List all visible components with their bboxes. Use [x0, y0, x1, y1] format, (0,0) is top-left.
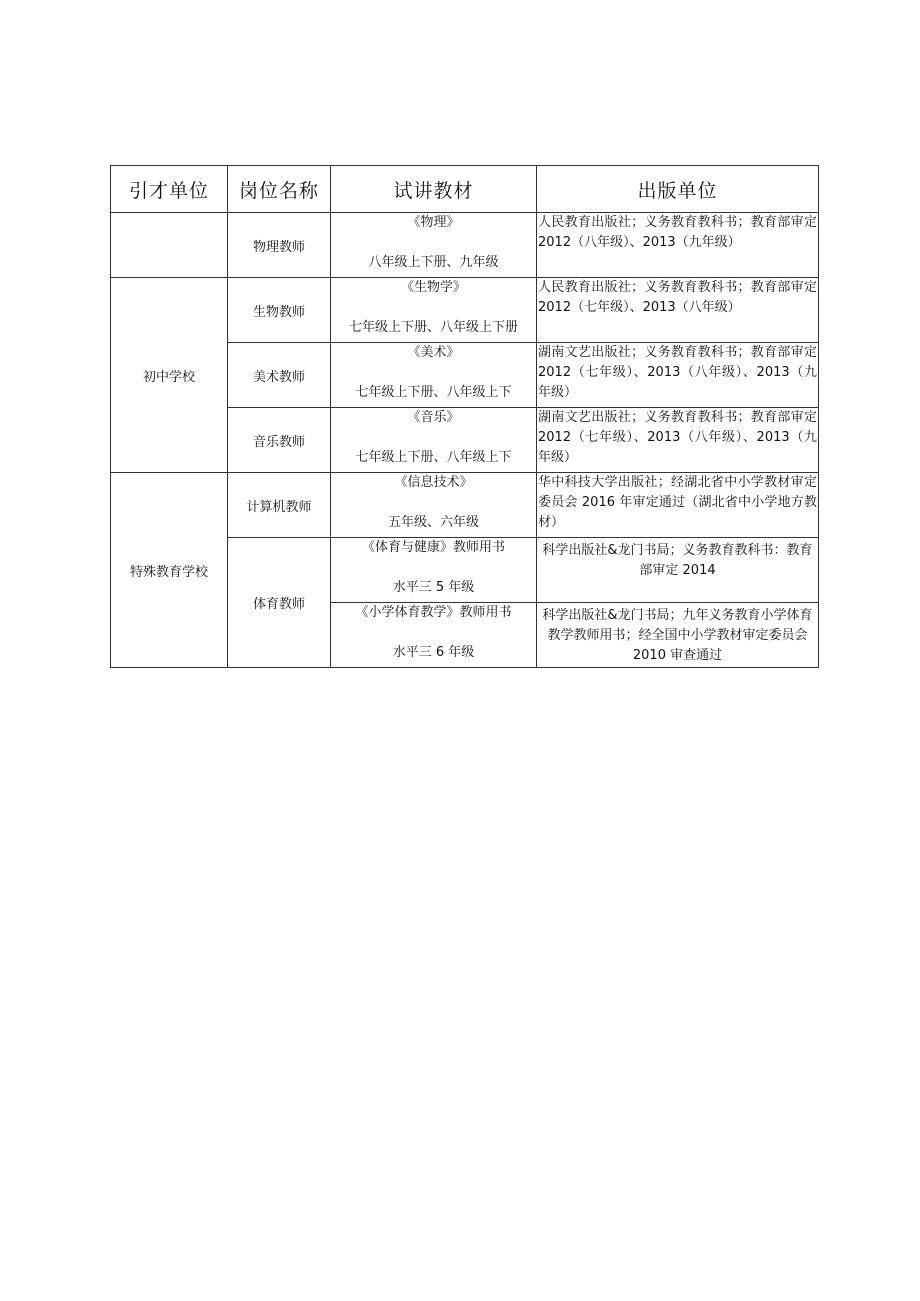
post-cell: 生物教师 [228, 278, 331, 343]
post-cell: 美术教师 [228, 343, 331, 408]
table-row [111, 213, 819, 278]
publisher-cell [537, 408, 819, 473]
material-grades: 水平三 6 年级 [392, 645, 475, 660]
material-title: 《体育与健康》教师用书 [361, 540, 505, 555]
publisher-cell [537, 213, 819, 278]
material-grades: 七年级上下册、八年级上下 [355, 385, 512, 400]
publisher-text: 湖南文艺出版社；义务教育教科书；教育部审定 2012（七年级）、2013（八年级）、2013（九年级） [538, 345, 817, 400]
publisher-text: 人民教育出版社；义务教育教科书；教育部审定 2012（七年级）、2013（八年级） [538, 280, 817, 315]
publisher-text: 科学出版社&龙门书局；义务教育教科书：教育部审定 2014 [542, 543, 813, 578]
recruitment-table [110, 165, 819, 668]
material-title: 《美术》 [407, 345, 460, 360]
header-row [111, 166, 819, 213]
publisher-cell [537, 603, 819, 668]
material-cell [331, 408, 537, 473]
material-grades: 八年级上下册、九年级 [368, 255, 499, 270]
publisher-cell [537, 538, 819, 603]
material-title: 《音乐》 [407, 410, 460, 425]
publisher-text: 湖南文艺出版社；义务教育教科书；教育部审定 2012（七年级）、2013（八年级）、2013（九年级） [538, 410, 817, 465]
material-grades: 五年级、六年级 [387, 515, 479, 530]
material-title: 《生物学》 [400, 280, 466, 295]
material-grades: 水平三 5 年级 [392, 580, 475, 595]
header-publisher: 出版单位 [537, 166, 819, 213]
material-cell [331, 603, 537, 668]
publisher-text: 科学出版社&龙门书局；九年义务教育小学体育教学教师用书；经全国中小学教材审定委员会 2010 审查通过 [542, 608, 813, 663]
material-cell [331, 538, 537, 603]
material-grades: 七年级上下册、八年级上下 [355, 450, 512, 465]
header-material: 试讲教材 [331, 166, 537, 213]
material-title: 《小学体育教学》教师用书 [355, 605, 512, 620]
material-title: 《物理》 [407, 215, 460, 230]
header-post: 岗位名称 [228, 166, 331, 213]
material-cell [331, 213, 537, 278]
material-grades: 七年级上下册、八年级上下册 [348, 320, 518, 335]
header-unit: 引才单位 [111, 166, 228, 213]
post-cell: 体育教师 [228, 538, 331, 668]
material-cell [331, 473, 537, 538]
post-cell: 音乐教师 [228, 408, 331, 473]
material-cell [331, 343, 537, 408]
publisher-cell [537, 473, 819, 538]
unit-cell: 初中学校 [111, 278, 228, 473]
material-title: 《信息技术》 [394, 475, 473, 490]
table-row [111, 473, 819, 538]
unit-cell [111, 213, 228, 278]
publisher-text: 华中科技大学出版社；经湖北省中小学教材审定委员会 2016 年审定通过（湖北省中小学地方教材） [538, 475, 817, 530]
publisher-cell [537, 278, 819, 343]
post-cell: 物理教师 [228, 213, 331, 278]
publisher-text: 人民教育出版社；义务教育教科书；教育部审定 2012（八年级）、2013（九年级） [538, 215, 817, 250]
material-cell [331, 278, 537, 343]
unit-cell: 特殊教育学校 [111, 473, 228, 668]
post-cell: 计算机教师 [228, 473, 331, 538]
table-row [111, 278, 819, 343]
publisher-cell [537, 343, 819, 408]
